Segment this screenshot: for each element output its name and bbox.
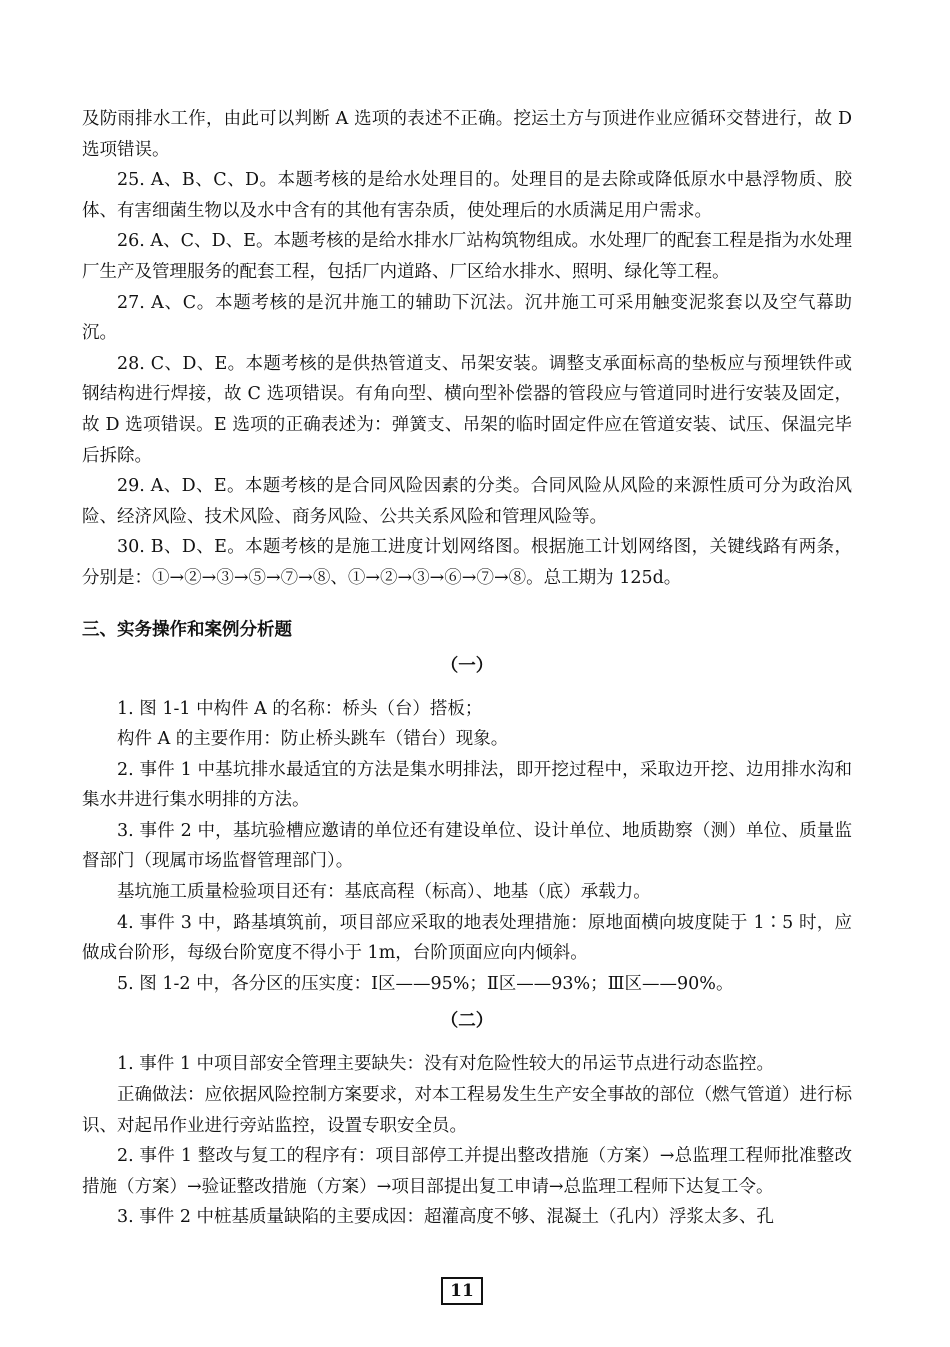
case-1-paragraph: 1. 图 1-1 中构件 A 的名称：桥头（台）搭板；	[117, 698, 483, 719]
case-2-paragraph: 正确做法：应依据风险控制方案要求，对本工程易发生生产安全事故的部位（燃气管道）进行标识、对起吊作业进行旁站监控，设置专职安全员。	[82, 1085, 852, 1136]
case-1-title: （一）	[440, 655, 494, 676]
answer-26: 26. A、C、D、E。本题考核的是给水排水厂站构筑物组成。水处理厂的配套工程是指为水处理厂生产及管理服务的配套工程，包括厂内道路、厂区给水排水、照明、绿化等工程。	[82, 231, 852, 282]
page-number: 11	[441, 1277, 483, 1305]
case-1-paragraph: 构件 A 的主要作用：防止桥头跳车（错台）现象。	[117, 729, 509, 750]
case-2-paragraph: 2. 事件 1 整改与复工的程序有：项目部停工并提出整改措施（方案）→总监理工程师批准整改措施（方案）→验证整改措施（方案）→项目部提出复工申请→总监理工程师下达复工令。	[82, 1146, 852, 1197]
answer-29: 29. A、D、E。本题考核的是合同风险因素的分类。合同风险从风险的来源性质可分为政治风险、经济风险、技术风险、商务风险、公共关系风险和管理风险等。	[82, 476, 852, 527]
paragraph: 及防雨排水工作，由此可以判断 A 选项的表述不正确。挖运土方与顶进作业应循环交替进行，故 D 选项错误。	[82, 109, 852, 160]
case-2-paragraph: 1. 事件 1 中项目部安全管理主要缺失：没有对危险性较大的吊运节点进行动态监控。	[117, 1054, 775, 1075]
case-2-title: （二）	[440, 1011, 494, 1032]
case-2-paragraph: 3. 事件 2 中桩基质量缺陷的主要成因：超灌高度不够、混凝土（孔内）浮浆太多、孔	[117, 1207, 775, 1228]
answer-28: 28. C、D、E。本题考核的是供热管道支、吊架安装。调整支承面标高的垫板应与预埋铁件或钢结构进行焊接，故 C 选项错误。有角向型、横向型补偿器的管段应与管道同时进行安装及固定，故 D 选项错误。E 选项的正确表述为：弹簧支、吊架的临时固定件应在管道安装、试压、保温完毕后拆除。	[82, 353, 852, 466]
answer-27: 27. A、C。本题考核的是沉井施工的辅助下沉法。沉井施工可采用触变泥浆套以及空气幕助沉。	[82, 292, 852, 344]
case-1-paragraph: 5. 图 1-2 中，各分区的压实度：Ⅰ区——95%；Ⅱ区——93%；Ⅲ区——90%。	[117, 973, 734, 994]
section-title: 三、实务操作和案例分析题	[82, 619, 292, 640]
case-1-paragraph: 2. 事件 1 中基坑排水最适宜的方法是集水明排法，即开挖过程中，采取边开挖、边用排水沟和集水井进行集水明排的方法。	[82, 759, 852, 811]
answer-30: 30. B、D、E。本题考核的是施工进度计划网络图。根据施工计划网络图，关键线路有两条，分别是：①→②→③→⑤→⑦→⑧、①→②→③→⑥→⑦→⑧。总工期为 125d。	[82, 537, 852, 588]
case-1-paragraph: 基坑施工质量检验项目还有：基底高程（标高）、地基（底）承载力。	[117, 882, 651, 903]
case-1-paragraph: 4. 事件 3 中，路基填筑前，项目部应采取的地表处理措施：原地面横向坡度陡于 1∶5 时，应做成台阶形，每级台阶宽度不得小于 1m，台阶顶面应向内倾斜。	[82, 912, 852, 964]
page-body	[82, 104, 852, 1233]
answer-25: 25. A、B、C、D。本题考核的是给水处理目的。处理目的是去除或降低原水中悬浮物质、胶体、有害细菌生物以及水中含有的其他有害杂质，使处理后的水质满足用户需求。	[82, 170, 852, 221]
case-1-paragraph: 3. 事件 2 中，基坑验槽应邀请的单位还有建设单位、设计单位、地质勘察（测）单位、质量监督部门（现属市场监督管理部门）。	[82, 820, 852, 872]
